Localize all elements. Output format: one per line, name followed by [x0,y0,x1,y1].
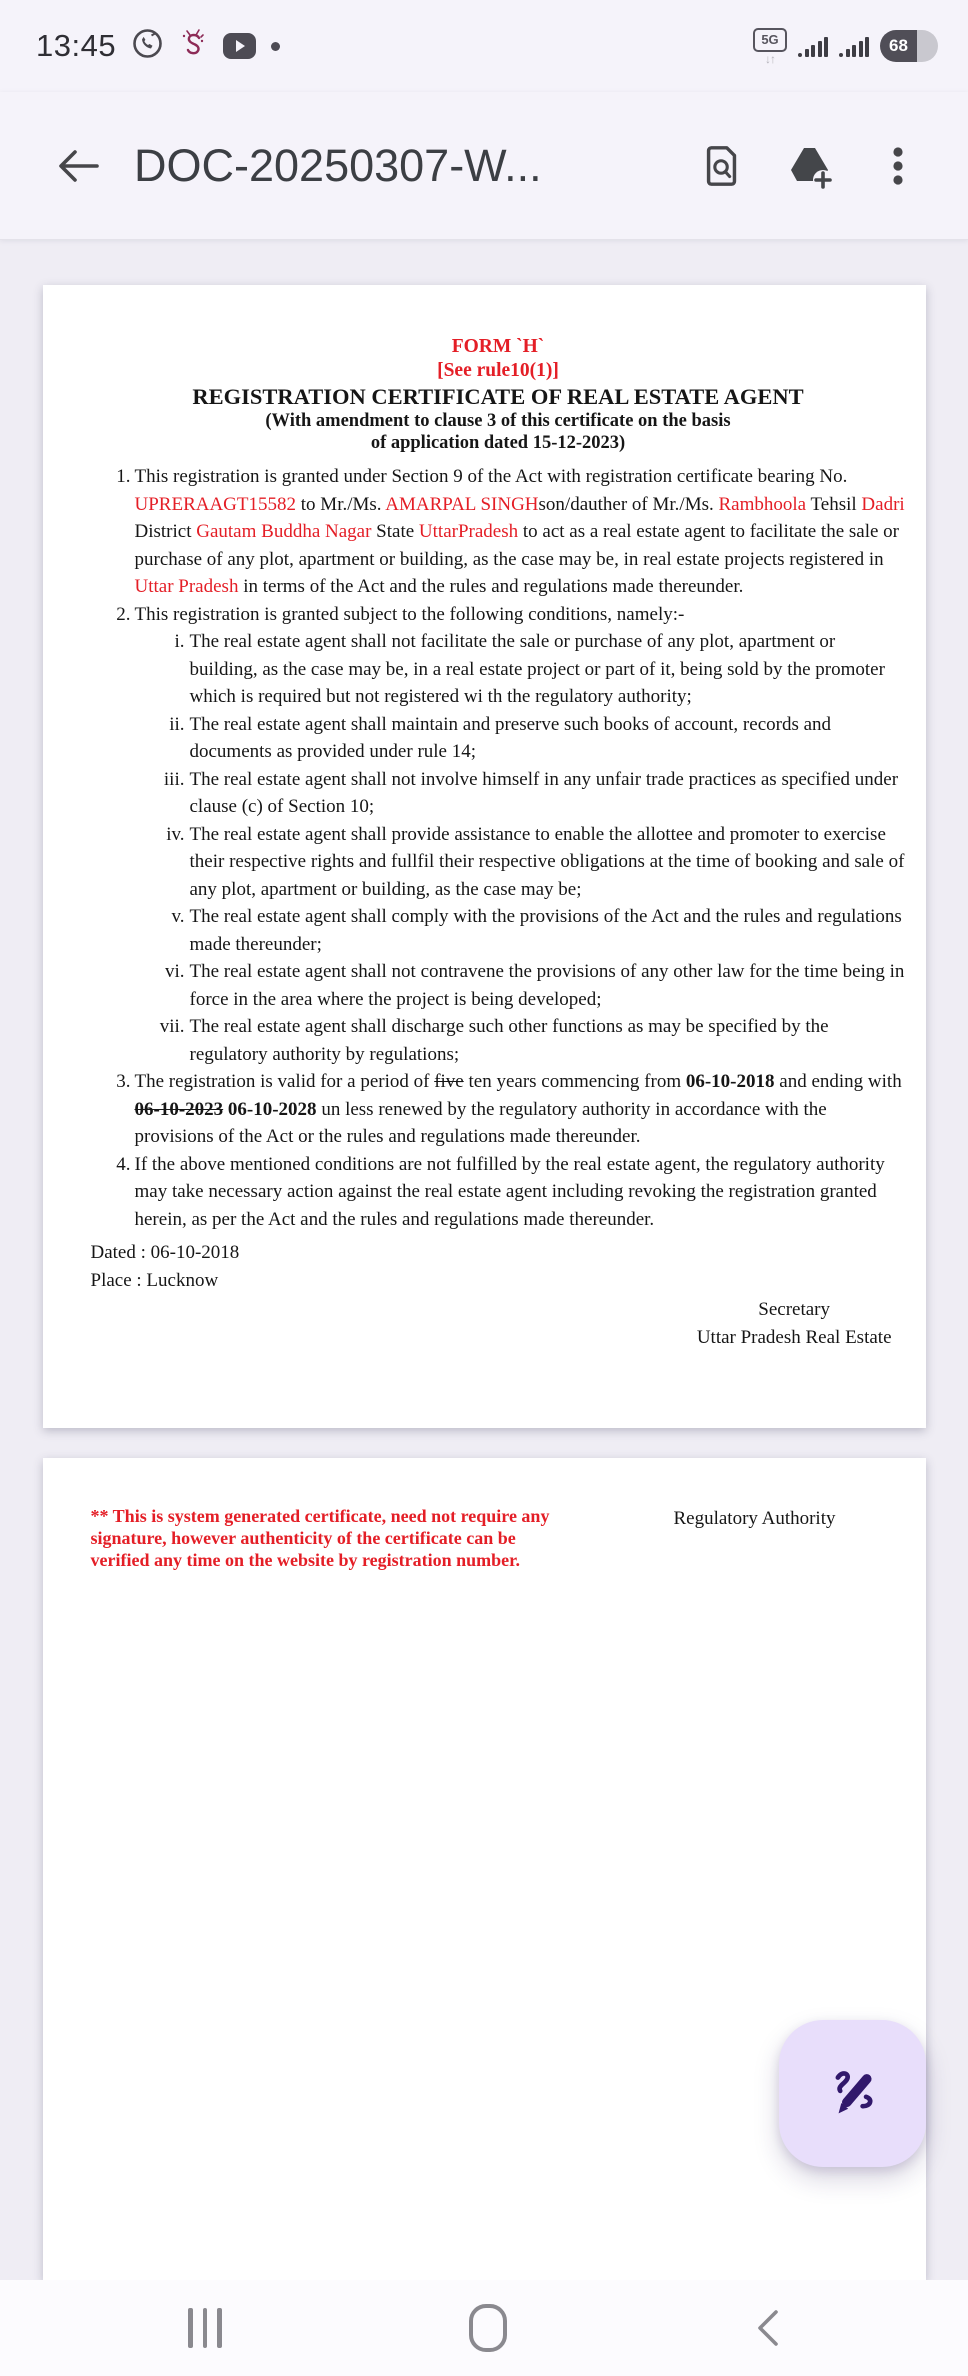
signal-bars-icon [798,35,828,57]
signature-pen-icon [820,2059,886,2128]
dated-line: Dated : 06-10-2018 [90,1242,240,1263]
condition-vi: vi. The real estate agent shall not contravene the provisions of any other law for the time being in force in the area where the project is being developed; [164,961,905,1010]
document-viewer[interactable] [0,240,968,2280]
system-generated-note: ** This is system generated certificate, need not require any signature, however authenticity of the certificate can be verified any time on the website by registration number. [90,1506,550,1570]
list-item-1: 1. This registration is granted under Section 9 of the Act with registration certificate bearing No. UPRERAAGT15582 to Mr./Ms. AMARPAL SINGHson/dauther of Mr./Ms. Rambhoola Tehsil Dadri District Gautam Buddha Nagar State UttarPradesh to act as a real estate agent to facilitate the sale or purchase of any plot, apartment or building, as the case may be, in real estate projects registered in Uttar Pradesh in terms of the Act and the rules and regulations made thereunder. [91,463,906,601]
signature-fab[interactable] [779,2020,926,2167]
certificate-subtitle-line1: (With amendment to clause 3 of this certificate on the basis [265,411,731,431]
rule-line: [See rule10(1)] [437,359,559,381]
5g-icon: 5G ↓↑ [753,28,787,65]
recents-icon[interactable] [188,2308,222,2348]
status-bar [0,0,968,92]
place-line: Place : Lucknow [90,1269,219,1291]
document-title: DOC-20250307-W... [134,139,542,191]
certificate-page-2 [43,1458,926,2280]
conditions-list [91,463,906,1233]
home-icon[interactable] [469,2304,507,2352]
add-to-drive-icon[interactable] [786,142,834,190]
signature-org-line1: Uttar Pradesh Real Estate [696,1326,892,1348]
dated-place-block [91,1239,906,1294]
condition-ii: ii. The real estate agent shall maintain and preserve such books of account, records and documents as provided under rule 14; [169,713,832,762]
galaxy-s-icon [178,27,208,66]
system-icons [753,28,938,65]
signal-bars-icon-2 [839,35,869,57]
item-2-text: This registration is granted subject to the following conditions, namely:- [134,603,685,625]
call-icon [132,28,163,64]
signature-org-line2: Regulatory Authority [673,1508,836,1529]
condition-iv: iv. The real estate agent shall provide assistance to enable the allottee and promoter to exercise their respective rights and fullfil their respective obligations at the time of booking and sale of any plot, apartment or building, as the case may be; [166,823,905,900]
list-item-4: 4. If the above mentioned conditions are not fulfilled by the real estate agent, the regulatory authority may take necessary action against the real estate agent including revoking the registration granted herein, as per the Act and the rules and regulations made thereunder. [91,1151,906,1234]
roman-conditions-list [135,628,906,1068]
list-item-3: 3. The registration is valid for a period of five ten years commencing from 06-10-2018 and ending with 06-10-2023 06-10-2028 un less renewed by the regulatory authority in accordance with the provisions of the Act or the rules and regulations made thereunder. [91,1068,906,1151]
signature-block [697,1296,892,1351]
kebab-menu-icon[interactable] [874,142,922,190]
condition-vii: vii. The real estate agent shall discharge such other functions as may be specified by the regulatory authority by regulations; [159,1016,829,1065]
item-3-text: The registration is valid for a period of five ten years commencing from 06-10-2018 and ending with 06-10-2023 06-10-2028 un less renewed by the regulatory authority in accordance with the provisions of the Act or the rules and regulations made thereunder. [134,1071,902,1147]
find-in-document-icon[interactable] [698,142,746,190]
battery-icon [880,30,938,62]
navigation-bar [0,2280,968,2376]
notification-icons [132,27,280,66]
form-title: FORM `H` [451,336,545,357]
battery-percent: 68 [880,30,917,62]
clock: 13:45 [36,28,117,63]
certificate-page-1 [43,285,926,1428]
item-4-text: If the above mentioned conditions are not fulfilled by the real estate agent, the regulatory authority may take necessary action against the real estate agent including revoking the registration granted herein, as per the Act and the rules and regulations made thereunder. [134,1153,885,1230]
condition-i: i. The real estate agent shall not facilitate the sale or purchase of any plot, apartment or building, as the case may be, in a real estate project or part of it, being sold by the promoter which is required but not registered wi th the regulatory authority; [174,631,885,707]
app-bar [0,92,968,240]
signature-title: Secretary [758,1299,831,1320]
condition-v: v. The real estate agent shall comply with the provisions of the Act and the rules and regulations made thereunder; [171,906,902,955]
certificate-title: REGISTRATION CERTIFICATE OF REAL ESTATE AGENT [192,384,804,409]
certificate-subtitle-line2: of application dated 15-12-2023) [370,432,626,453]
condition-iii: iii. The real estate agent shall not involve himself in any unfair trade practices as specified under clause (c) of Section 10; [163,768,899,817]
list-item-2: 2. This registration is granted subject to the following conditions, namely:- i. The real estate agent shall not facilitate the sale or purchase of any plot, apartment or building, as the case may be, in a real estate project or part of it, being sold by the promoter which is required but not registered wi th the regulatory authority; ii. The real estate agent shall maintain and preserve such books of account, records and documents as provided under rule 14; iii. The real estate agent shall not involve himself in any unfair trade practices as specified under clause (c) of Section 10; iv. The real estate agent shall provide assistance to enable the allottee and promoter to exercise their respective rights and fullfil their respective obligations at the time of booking and sale of any plot, apartment or building, as the case may be; v. The real estate agent shall comply with the provisions of the Act and the rules and regulations made thereunder; vi. The real estate agent shall not contravene the provisions of any other law for the time being in force in the area where the project is being developed; vii. The real estate agent shall discharge such other functions as may be specified by the regulatory authority by regulations; [91,601,906,1069]
notification-dot [271,42,280,51]
youtube-icon [223,33,256,59]
item-1-text: This registration is granted under Section 9 of the Act with registration certificate bearing No. UPRERAAGT15582 to Mr./Ms. AMARPAL SINGHson/dauther of Mr./Ms. Rambhoola Tehsil Dadri District Gautam Buddha Nagar State UttarPradesh to act as a real estate agent to facilitate the sale or purchase of any plot, apartment or building, as the case may be, in real estate projects registered in Uttar Pradesh in terms of the Act and the rules and regulations made thereunder. [134,466,905,597]
back-icon[interactable] [754,2306,780,2350]
back-arrow-icon[interactable] [54,142,102,190]
